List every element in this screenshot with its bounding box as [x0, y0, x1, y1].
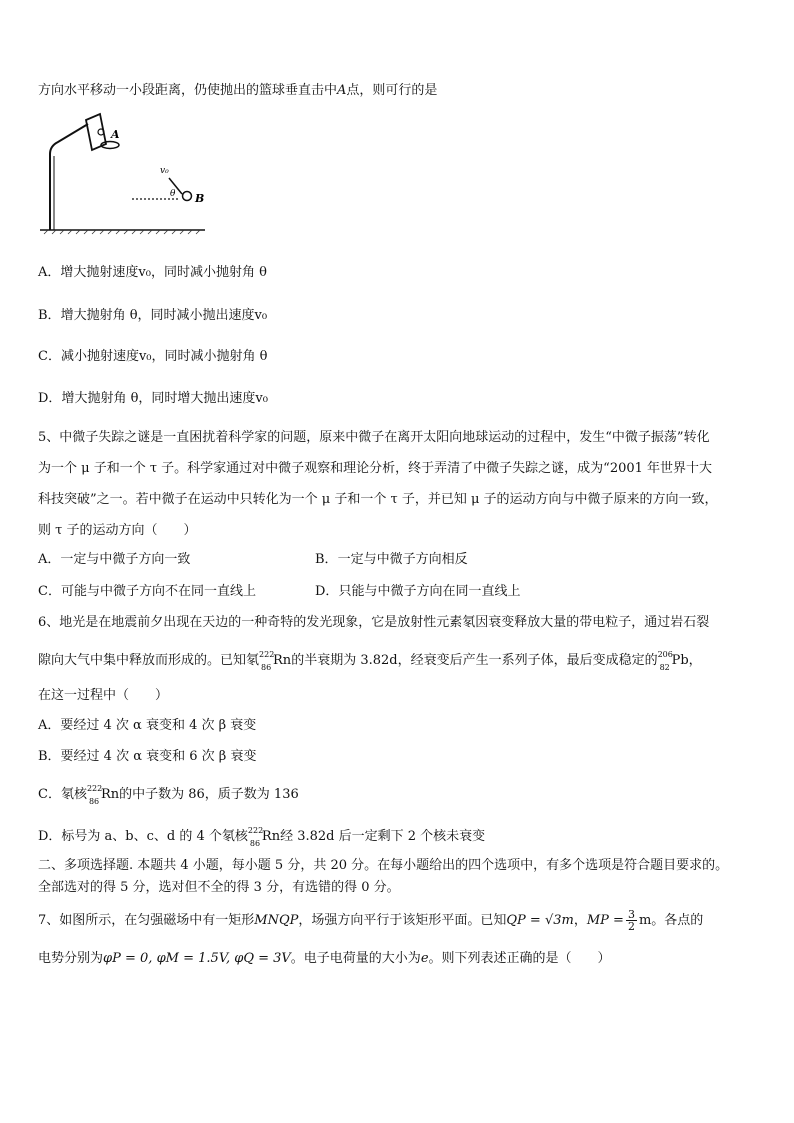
- phi-p: φP = 0,: [103, 951, 153, 966]
- q5-line-4: 则 τ 子的运动方向（ ）: [38, 523, 197, 538]
- q6-line-3: 在这一过程中（ ）: [38, 688, 169, 703]
- electron-charge: e: [420, 951, 429, 966]
- q4-option-c: C．减小抛射速度v₀，同时减小抛射角 θ: [38, 349, 268, 364]
- nuclide-rn: 222 86 Rn: [247, 826, 281, 848]
- intro-text-b: 点，则可行的是: [346, 83, 438, 98]
- rect-name: MNQP: [254, 913, 299, 928]
- q6-option-d: D．标号为 a、b、c、d 的 4 个氡核 222 86 Rn经 3.82d 后一定剩下 2 个核未衰变: [38, 826, 486, 848]
- q4-option-b: B．增大抛射角 θ，同时减小抛出速度v₀: [38, 308, 268, 323]
- basketball-figure: [40, 112, 215, 240]
- hoop-pole: [50, 124, 88, 230]
- label-a: A: [111, 128, 120, 141]
- phi-q: φQ = 3V: [234, 951, 291, 966]
- q5-option-d: D．只能与中微子方向在同一直线上: [315, 584, 521, 599]
- qp-value: QP = √3m: [506, 913, 574, 928]
- q7-line-1: 7、如图所示，在匀强磁场中有一矩形MNQP，场强方向平行于该矩形平面。已知QP = √3m，MP = $\frac{3}{2}$ m。各点的: [38, 908, 704, 933]
- q5-option-c: C．可能与中微子方向不在同一直线上: [38, 584, 256, 599]
- phi-m: φM = 1.5V,: [156, 951, 231, 966]
- q6-line-2: 隙向大气中集中释放而形成的。已知氡 222 86 Rn的半衰期为 3.82d，经衰变后产生一系列子体，最后变成稳定的 206 82 Pb，: [38, 650, 702, 672]
- intro-line: [38, 82, 437, 100]
- label-v0: v₀: [160, 166, 169, 176]
- mp-fraction: $\frac{3}{2}$: [627, 908, 635, 933]
- ball-b: [183, 192, 192, 201]
- intro-text-a: 方向水平移动一小段距离，仍使抛出的篮球垂直击中: [38, 83, 338, 98]
- q7-line-2: 电势分别为φP = 0, φM = 1.5V, φQ = 3V。电子电荷量的大小为e。则下列表述正确的是（ ）: [38, 951, 611, 966]
- nuclide-rn: 222 86 Rn: [259, 650, 292, 672]
- label-theta: θ: [170, 189, 176, 199]
- q4-option-a: A．增大抛射速度v₀，同时减小抛射角 θ: [38, 265, 267, 280]
- section2-line-1: 二、多项选择题. 本题共 4 小题，每小题 5 分，共 20 分。在每小题给出的四个选项中，有多个选项是符合题目要求的。: [38, 858, 729, 873]
- q5-option-a: A．一定与中微子方向一致: [38, 552, 191, 567]
- q4-option-d: D．增大抛射角 θ，同时增大抛出速度v₀: [38, 391, 268, 406]
- q6-option-c: C．氡核 222 86 Rn的中子数为 86，质子数为 136: [38, 784, 299, 806]
- q5-line-2: 为一个 μ 子和一个 τ 子。科学家通过对中微子观察和理论分析，终于弄清了中微子失踪之谜，成为“2001 年世界十大: [38, 461, 713, 476]
- mp-label: MP =: [586, 913, 624, 928]
- q6-option-a: A．要经过 4 次 α 衰变和 4 次 β 衰变: [38, 718, 257, 733]
- backboard: [86, 114, 106, 150]
- q5-line-3: 科技突破”之一。若中微子在运动中只转化为一个 μ 子和一个 τ 子，并已知 μ 子的运动方向与中微子原来的方向一致，: [38, 492, 718, 507]
- intro-point: A: [337, 83, 347, 98]
- section2-line-2: 全部选对的得 5 分，选对但不全的得 3 分，有选错的得 0 分。: [38, 880, 400, 895]
- nuclide-pb: 206 82 Pb: [657, 650, 689, 672]
- label-b: B: [195, 192, 205, 205]
- q5-line-1: 5、中微子失踪之谜是一直困扰着科学家的问题，原来中微子在离开太阳向地球运动的过程中，发生“中微子振荡”转化: [38, 430, 710, 445]
- q6-option-b: B．要经过 4 次 α 衰变和 6 次 β 衰变: [38, 749, 257, 764]
- nuclide-rn: 222 86 Rn: [86, 784, 120, 806]
- q6-line-1: 6、地光是在地震前夕出现在天边的一种奇特的发光现象，它是放射性元素氡因衰变释放大量的带电粒子，通过岩石裂: [38, 615, 710, 630]
- q5-option-b: B．一定与中微子方向相反: [315, 552, 468, 567]
